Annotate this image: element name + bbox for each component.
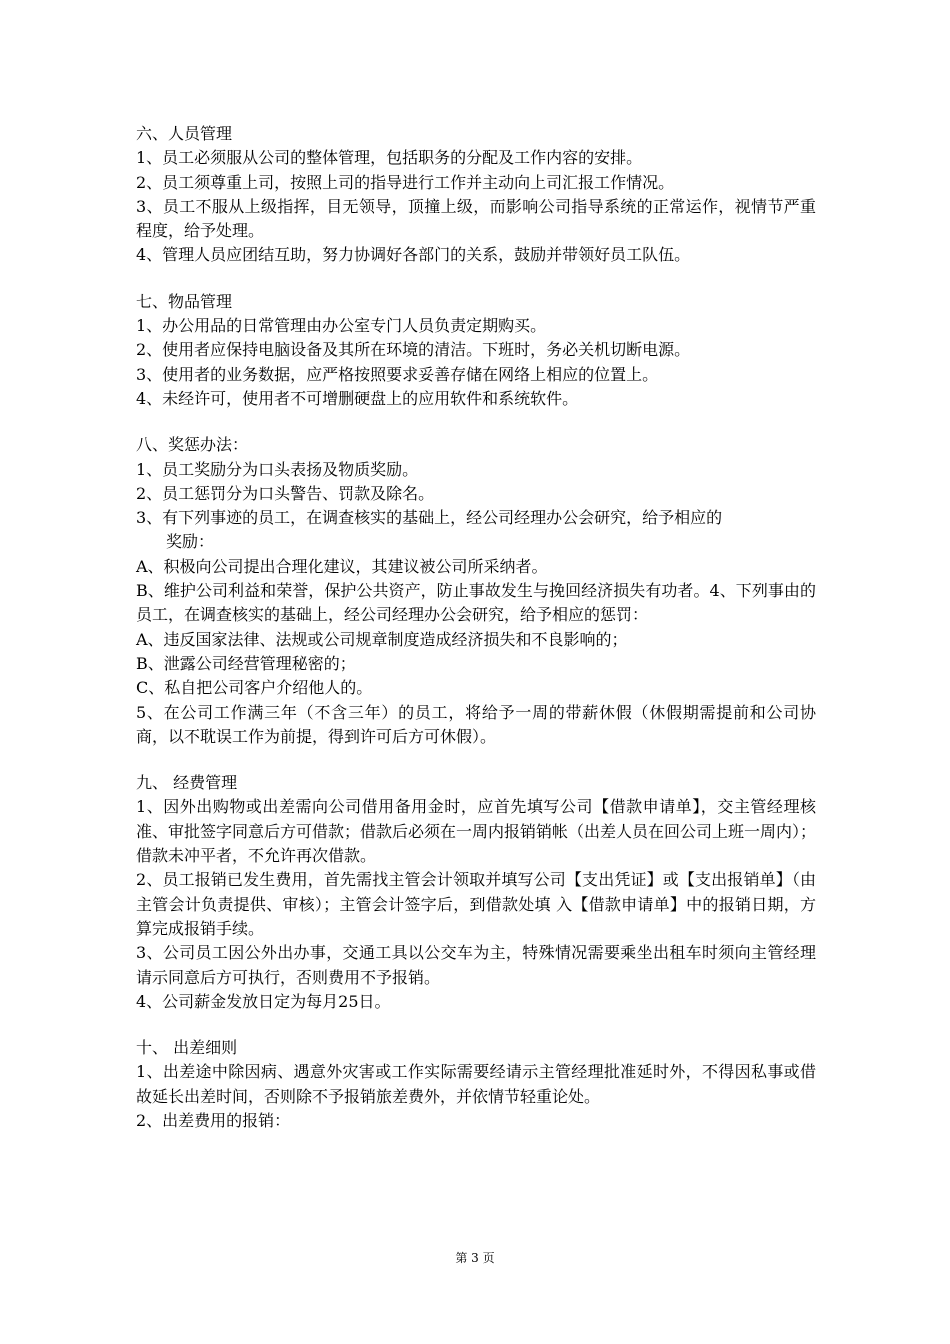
paragraph: 2、员工报销已发生费用，首先需找主管会计领取并填写公司【支出凭证】或【支出报销单】（由主管会计负责提供、审核）；主管会计签字后，到借款处填 入【借款申请单】中的报销日期，方算完成报销手续。	[136, 870, 816, 938]
paragraph: A、积极向公司提出合理化建议，其建议被公司所采纳者。	[136, 556, 548, 576]
section-heading: 十、 出差细则	[136, 1038, 238, 1058]
paragraph: 奖励：	[166, 532, 215, 552]
section-heading: 九、 经费管理	[136, 773, 238, 793]
paragraph: 1、员工奖励分为口头表扬及物质奖励。	[136, 459, 419, 479]
paragraph: A、违反国家法律、法规或公司规章制度造成经济损失和不良影响的；	[136, 629, 628, 649]
section-items	[136, 290, 816, 411]
section-travel	[136, 1036, 816, 1133]
paragraph: 2、使用者应保持电脑设备及其所在环境的清洁。下班时，务必关机切断电源。	[136, 340, 691, 360]
page-number: 第 3 页	[455, 1251, 495, 1265]
paragraph: C、私自把公司客户介绍他人的。	[136, 678, 373, 698]
paragraph: 1、因外出购物或出差需向公司借用备用金时，应首先填写公司【借款申请单】，交主管经理核准、审批签字同意后方可借款；借款后必须在一周内报销销帐（出差人员在回公司上班一周内）；借款未冲平者，不允许再次借款。	[136, 797, 817, 866]
section-expenses	[136, 771, 816, 1014]
paragraph: 2、员工须尊重上司，按照上司的指导进行工作并主动向上司汇报工作情况。	[136, 172, 675, 192]
section-rewards	[136, 433, 816, 749]
paragraph: B、泄露公司经营管理秘密的；	[136, 653, 356, 673]
document-page	[136, 122, 816, 1155]
paragraph: 2、员工惩罚分为口头警告、罚款及除名。	[136, 483, 435, 503]
paragraph: 3、使用者的业务数据，应严格按照要求妥善存储在网络上相应的位置上。	[136, 364, 659, 384]
paragraph: 1、员工必须服从公司的整体管理，包括职务的分配及工作内容的安排。	[136, 148, 643, 168]
paragraph: 4、未经许可，使用者不可增删硬盘上的应用软件和系统软件。	[136, 388, 579, 408]
paragraph: 3、公司员工因公外出办事，交通工具以公交车为主，特殊情况需要乘坐出租车时须向主管经理请示同意后方可执行，否则费用不予报销。	[136, 943, 816, 987]
section-heading: 八、奖惩办法：	[136, 435, 249, 455]
paragraph: 5、在公司工作满三年（不含三年）的员工，将给予一周的带薪休假（休假期需提前和公司协商，以不耽误工作为前提，得到许可后方可休假）。	[136, 702, 816, 746]
section-personnel	[136, 122, 816, 268]
paragraph: 4、管理人员应团结互助，努力协调好各部门的关系，鼓励并带领好员工队伍。	[136, 245, 691, 265]
section-heading: 六、人员管理	[136, 124, 233, 143]
section-heading: 七、物品管理	[136, 291, 233, 311]
paragraph: 4、公司薪金发放日定为每月25日。	[136, 991, 391, 1011]
paragraph: 3、有下列事迹的员工，在调查核实的基础上，经公司经理办公会研究，给予相应的	[136, 508, 723, 528]
paragraph: 1、出差途中除因病、遇意外灾害或工作实际需要经请示主管经理批准延时外，不得因私事或借故延长出差时间，否则除不予报销旅差费外，并依情节轻重论处。	[136, 1062, 816, 1106]
paragraph: 3、员工不服从上级指挥，目无领导，顶撞上级，而影响公司指导系统的正常运作，视情节严重程度，给予处理。	[136, 196, 816, 241]
paragraph: 2、出差费用的报销：	[136, 1110, 291, 1130]
paragraph: B、维护公司利益和荣誉，保护公共资产，防止事故发生与挽回经济损失有功者。4、下列事由的员工，在调查核实的基础上，经公司经理办公会研究，给予相应的惩罚：	[136, 581, 816, 625]
paragraph: 1、办公用品的日常管理由办公室专门人员负责定期购买。	[136, 316, 547, 336]
